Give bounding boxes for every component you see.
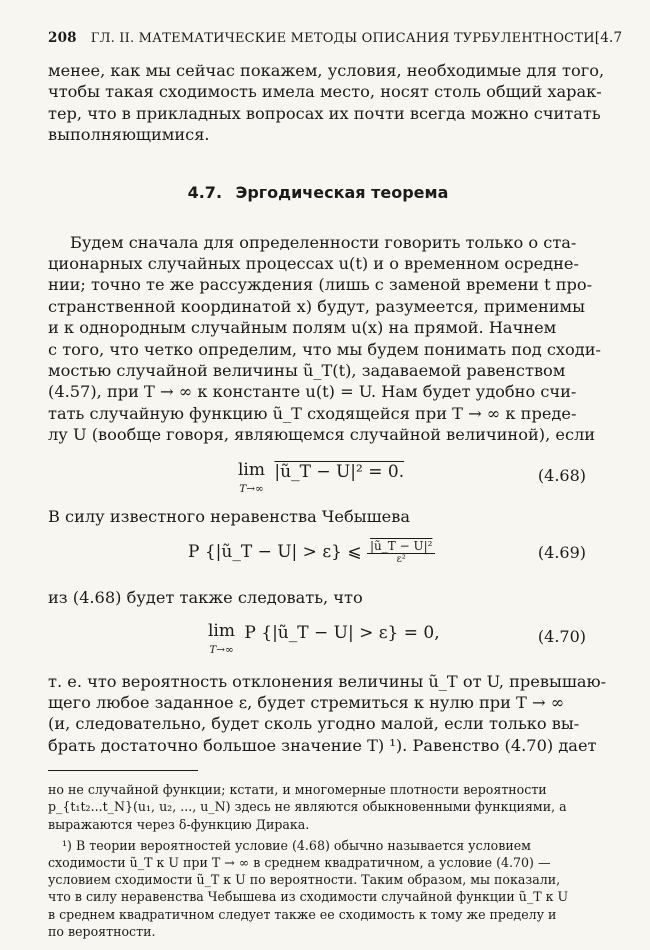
footnote-line: выражаются через δ-функцию Дирака. bbox=[48, 816, 310, 832]
text-line: мостью случайной величины ũ_T(t), задаваемой равенством bbox=[48, 361, 566, 381]
equation-4-68 bbox=[48, 456, 588, 502]
page-number: 208 bbox=[48, 30, 77, 46]
equation-number: (4.68) bbox=[537, 465, 586, 485]
text-line: с того, что четко определим, что мы будем понимать под сходи- bbox=[48, 339, 602, 359]
text-line: лу U (вообще говоря, являющемся случайной величиной), если bbox=[48, 425, 596, 445]
equation-number: (4.70) bbox=[537, 626, 586, 646]
text-line: т. е. что вероятность отклонения величины ũ_T от U, превышаю- bbox=[48, 671, 607, 691]
text-line: и к однородным случайным полям u(x) на прямой. Начнем bbox=[48, 318, 557, 338]
limit-operator bbox=[238, 459, 265, 495]
footnote-1 bbox=[48, 837, 588, 940]
limit-operator bbox=[208, 620, 235, 656]
footnote-line: сходимости ũ_T к U при T → ∞ в среднем квадратичном, а условие (4.70) — bbox=[48, 854, 551, 870]
text-line: (и, следовательно, будет сколь угодно малой, если только вы- bbox=[48, 714, 580, 734]
section-title: Эргодическая теорема bbox=[235, 182, 449, 202]
text-line: Будем сначала для определенности говорить только о ста- bbox=[70, 232, 577, 252]
text-line: В силу известного неравенства Чебышева bbox=[48, 506, 410, 526]
text-line: тер, что в прикладных вопросах их почти всегда можно считать bbox=[48, 103, 601, 123]
fraction-denominator: ε² bbox=[396, 554, 406, 566]
footnote-continuation bbox=[48, 781, 588, 833]
follow-line bbox=[48, 587, 588, 608]
intro-paragraph bbox=[48, 60, 605, 146]
footnote-line: ¹) В теории вероятностей условие (4.68) обычно называется условием bbox=[62, 837, 531, 853]
text-line: нии; точно те же рассуждения (лишь с заменой времени t про- bbox=[48, 275, 593, 295]
body-paragraph bbox=[48, 232, 602, 446]
fraction-numerator: |ũ_T − U|² bbox=[367, 539, 435, 554]
text-line: чтобы такая сходимость имела место, носят столь общий харак- bbox=[48, 82, 602, 102]
text-line: ционарных случайных процессах u(t) и о временном осредне- bbox=[48, 254, 579, 274]
running-head: ГЛ. II. МАТЕМАТИЧЕСКИЕ МЕТОДЫ ОПИСАНИЯ ТУРБУЛЕНТНОСТИ bbox=[90, 31, 595, 46]
limit-subscript: T→∞ bbox=[239, 482, 264, 495]
equation-number: (4.69) bbox=[537, 543, 586, 563]
text-line: странственной координатой x) будут, разумеется, применимы bbox=[48, 296, 586, 316]
footnote-divider bbox=[48, 770, 198, 771]
text-line: брать достаточно большое значение T) ¹). Равенство (4.70) дает bbox=[48, 735, 597, 755]
equation-formula bbox=[208, 620, 440, 656]
equation-body: |ũ_T − U|² = 0. bbox=[274, 461, 405, 482]
section-reference: [4.7 bbox=[594, 30, 623, 46]
text-line: (4.57), при T → ∞ к константе u(t) = U. Нам будет удобно счи- bbox=[48, 382, 577, 402]
equation-body: P {|ũ_T − U| > ε} = 0, bbox=[244, 622, 440, 643]
section-heading bbox=[48, 183, 588, 202]
equation-4-69 bbox=[48, 527, 588, 583]
page-header bbox=[48, 30, 623, 52]
footnote-line: p_{t₁t₂...t_N}(u₁, u₂, ..., u_N) здесь не являются обыкновенными функциями, а bbox=[48, 799, 567, 815]
text-line: из (4.68) будет также следовать, что bbox=[48, 588, 363, 608]
limit-label: lim bbox=[238, 459, 265, 480]
fraction bbox=[367, 539, 435, 566]
footnote-line: что в силу неравенства Чебышева из сходимости случайной функции ũ_T к U bbox=[48, 889, 569, 905]
footnote-line: в среднем квадратичном следует также ее сходимость к тому же пределу и bbox=[48, 906, 557, 922]
equation-4-70 bbox=[48, 609, 588, 667]
footnote-line: но не случайной функции; кстати, и многомерные плотности вероятности bbox=[48, 782, 547, 798]
limit-subscript: T→∞ bbox=[209, 643, 234, 656]
equation-formula bbox=[238, 459, 405, 495]
limit-label: lim bbox=[208, 620, 235, 641]
after-paragraph bbox=[48, 671, 607, 757]
text-line: щего любое заданное ε, будет стремиться к нулю при T → ∞ bbox=[48, 692, 565, 712]
text-line: менее, как мы сейчас покажем, условия, необходимые для того, bbox=[48, 61, 605, 80]
chebyshev-line bbox=[48, 506, 588, 527]
text-line: тать случайную функцию ũ_T сходящейся при T → ∞ к преде- bbox=[48, 403, 577, 423]
text-line: выполняющимися. bbox=[48, 125, 210, 145]
equation-formula bbox=[188, 539, 435, 566]
equation-left-side: P {|ũ_T − U| > ε} ⩽ bbox=[188, 542, 362, 563]
footnote-line: условием сходимости ũ_T к U по вероятности. Таким образом, мы показали, bbox=[48, 872, 561, 888]
book-page bbox=[48, 30, 623, 940]
section-number: 4.7. bbox=[187, 182, 223, 202]
footnote-line: по вероятности. bbox=[48, 923, 156, 939]
